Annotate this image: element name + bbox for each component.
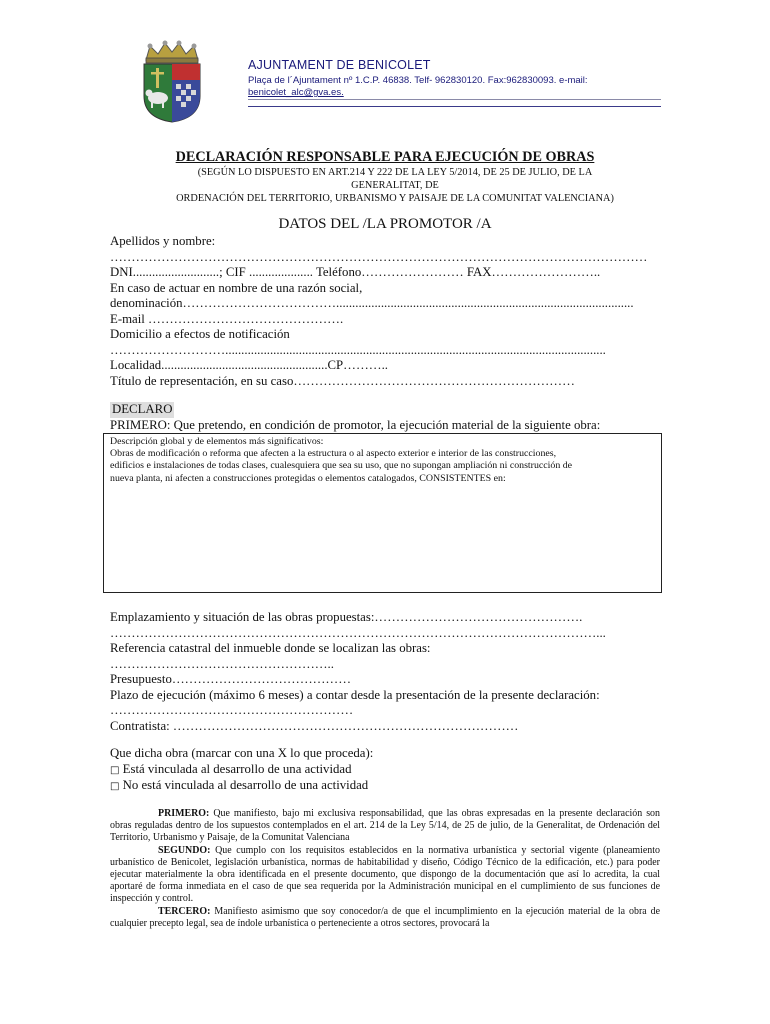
section-title-promotor: DATOS DEL /LA PROMOTOR /A — [278, 216, 492, 232]
checkbox-icon[interactable]: □ — [110, 764, 120, 776]
field-name-label: Apellidos y nombre: — [110, 234, 216, 248]
coat-of-arms-logo — [138, 40, 206, 124]
field-locality-cp[interactable]: Localidad....................................................CP……….. — [110, 358, 388, 372]
header-rule-thin — [248, 99, 661, 100]
option-label: Está vinculada al desarrollo de una actividad — [122, 761, 352, 776]
field-dni-cif-phone-fax[interactable]: DNI...........................; CIF .................... Teléfono…………………… FAX…………………….. — [110, 265, 601, 279]
field-address-blank[interactable]: ………………………....................................................................................................................... — [110, 342, 606, 357]
field-name-blank[interactable]: ……………………………………………………………………………………………………………… — [110, 249, 648, 264]
box-line: nueva planta, ni afecten a construcciones protegidas o elementos catalogados, CONSISTENTES en: — [110, 472, 506, 484]
field-email[interactable]: E-mail ………………………………………. — [110, 311, 344, 326]
obra-fields — [110, 610, 662, 734]
option-label: No está vinculada al desarrollo de una actividad — [122, 778, 369, 792]
field-emplazamiento-blank[interactable]: ……………………………………………………………………………………………………... — [110, 625, 606, 640]
paragraph-primero: PRIMERO: Que manifiesto, bajo mi exclusiva responsabilidad, que las obras expresadas en la presente declaración son obras reguladas dentro de los supuestos contemplados en el art. 214 de la Ley 5/14, de 25 de julio, de la Generalitat, de Ordenación del Territorio, Urbanismo y Paisaje, de la Comunitat Valenciana — [110, 808, 660, 844]
description-box[interactable] — [103, 433, 662, 593]
paragraph-tercero: TERCERO: Manifiesto asimismo que soy conocedor/a de que el incumplimiento en la ejecución material de la obra de cualquier precepto legal, sea de índole urbanística o perteneciente a otros sectores, provocará la — [110, 905, 660, 929]
org-name: AJUNTAMENT DE BENICOLET — [248, 58, 431, 72]
document-subtitle — [130, 166, 660, 205]
field-catastral-blank[interactable]: …………………………………………….. — [110, 656, 334, 671]
checkbox-icon[interactable]: □ — [110, 781, 120, 792]
field-plazo-label: Plazo de ejecución (máximo 6 meses) a contar desde la presentación de la presente declaración: — [110, 687, 600, 702]
field-plazo-blank[interactable]: ………………………………………………… — [110, 703, 354, 717]
declaration-paragraphs — [110, 808, 660, 930]
box-line: edificios e instalaciones de todas clases, cualesquiera que sea su uso, que no supongan ampliación ni construcción de — [110, 460, 573, 472]
vinculada-question: Que dicha obra (marcar con una X lo que proceda): — [110, 746, 374, 760]
field-company-label: En caso de actuar en nombre de una razón social, — [110, 280, 363, 295]
subtitle-line: (SEGÚN LO DISPUESTO EN ART.214 Y 222 DE LA LEY 5/2014, DE 25 DE JULIO, DE LA — [197, 167, 593, 178]
document-title: DECLARACIÓN RESPONSABLE PARA EJECUCIÓN DE OBRAS — [175, 149, 595, 165]
paragraph-segundo: SEGUNDO: Que cumplo con los requisitos establecidos en la normativa urbanística y sectorial vigente (planeamiento urbanístico de Benicolet, legislación urbanística, normas de habitabilidad y diseño, Código Técnico de la edificación, etc.) para poder ejecutar materialmente la obra identificada en el presente documento, que dispongo de la documentación que así lo acredita, la cual aportaré de forma inmediata en el caso de que sea requerida por la Administración municipal en el cumplimiento de sus funciones de inspección y control. — [110, 844, 660, 905]
option-no-vinculada[interactable] — [110, 778, 662, 795]
declaro-primero: PRIMERO: Que pretendo, en condición de promotor, la ejecución material de la siguiente obra: — [110, 417, 601, 432]
field-presupuesto[interactable]: Presupuesto…………………………………… — [110, 672, 352, 686]
field-catastral-label: Referencia catastral del inmueble donde se localizan las obras: — [110, 641, 431, 655]
org-address — [248, 75, 660, 99]
field-contratista[interactable]: Contratista: ……………………………………………………………………… — [110, 718, 519, 733]
field-denominacion[interactable]: denominación………………………………............................................................................................. — [110, 296, 634, 310]
declaro-heading: DECLARO — [112, 402, 173, 416]
email-link[interactable]: benicolet_alc@gva.es. — [248, 87, 344, 98]
option-vinculada[interactable] — [110, 762, 662, 779]
subtitle-line: ORDENACIÓN DEL TERRITORIO, URBANISMO Y PAISAJE DE LA COMUNITAT VALENCIANA) — [176, 193, 614, 204]
field-address-label: Domicilio a efectos de notificación — [110, 327, 290, 341]
subtitle-line: GENERALITAT, DE — [351, 180, 439, 191]
promotor-fields — [110, 234, 662, 389]
declaro-section — [110, 402, 662, 433]
header-rule-thick — [248, 106, 661, 107]
vinculada-section — [110, 746, 662, 795]
box-line: Descripción global y de elementos más significativos: — [110, 436, 324, 447]
field-emplazamiento[interactable]: Emplazamiento y situación de las obras propuestas:…………………………………………. — [110, 610, 583, 624]
letterhead — [248, 58, 660, 99]
box-line: Obras de modificación o reforma que afecten a la estructura o al aspecto exterior e interior de las construcciones, — [110, 448, 557, 460]
field-representation[interactable]: Título de representación, en su caso………………………………………………………… — [110, 373, 575, 388]
address-text: Plaça de l´Ajuntament nº 1.C.P. 46838. Telf- 962830120. Fax:962830093. e-mail: — [248, 75, 588, 86]
